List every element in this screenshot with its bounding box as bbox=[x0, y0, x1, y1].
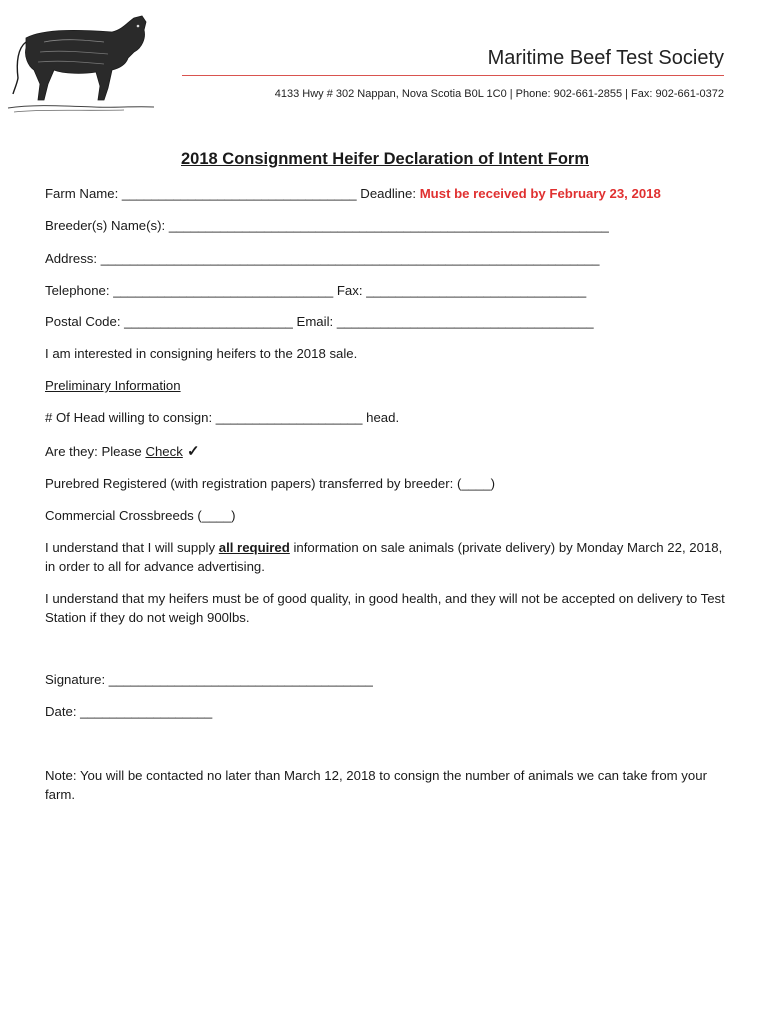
preliminary-heading: Preliminary Information bbox=[45, 378, 181, 393]
quality-statement: I understand that my heifers must be of good quality, in good health, and they will not be accepted on delivery to Test Station if they do not weigh 900lbs. bbox=[45, 591, 725, 625]
check-instruction bbox=[45, 442, 200, 460]
signature-field[interactable]: Signature: ____________________________________ bbox=[45, 672, 373, 687]
postal-email-field[interactable]: Postal Code: _______________________ Email: ___________________________________ bbox=[45, 314, 594, 329]
supply-pre: I understand that I will supply bbox=[45, 540, 219, 555]
heifer-logo-icon bbox=[4, 8, 156, 114]
address-field[interactable]: Address: ____________________________________________________________________ bbox=[45, 251, 600, 266]
farm-name-line[interactable] bbox=[45, 186, 661, 201]
check-prefix: Are they: Please bbox=[45, 444, 146, 459]
interest-statement: I am interested in consigning heifers to the 2018 sale. bbox=[45, 346, 358, 361]
form-title: 2018 Consignment Heifer Declaration of Intent Form bbox=[181, 150, 589, 168]
header-rule bbox=[182, 75, 724, 76]
check-word: Check bbox=[145, 444, 183, 459]
supply-bold: all required bbox=[218, 540, 290, 555]
deadline-text: Must be received by February 23, 2018 bbox=[419, 186, 661, 201]
date-field[interactable]: Date: __________________ bbox=[45, 704, 213, 719]
contact-info: 4133 Hwy # 302 Nappan, Nova Scotia B0L 1C0 | Phone: 902-661-2855 | Fax: 902-661-0372 bbox=[274, 88, 724, 100]
head-count-field[interactable]: # Of Head willing to consign: ____________________ head. bbox=[45, 410, 400, 425]
commercial-option[interactable]: Commercial Crossbreeds (____) bbox=[45, 508, 236, 523]
purebred-option[interactable]: Purebred Registered (with registration papers) transferred by breeder: (____) bbox=[45, 476, 496, 491]
farm-name-label: Farm Name: ________________________________ Deadline: bbox=[45, 186, 420, 201]
supply-post: information on sale animals (private delivery) by Monday March 22, 2018, in order to all for advance advertising. bbox=[45, 540, 723, 574]
supply-statement bbox=[45, 538, 727, 576]
contact-note: Note: You will be contacted no later than March 12, 2018 to consign the number of animals we can take from your farm. bbox=[45, 768, 707, 802]
breeder-name-field[interactable]: Breeder(s) Name(s): ____________________________________________________________ bbox=[45, 218, 609, 233]
telephone-fax-field[interactable]: Telephone: ______________________________ Fax: ______________________________ bbox=[45, 283, 587, 298]
checkmark-icon: ✓ bbox=[182, 443, 200, 460]
organization-name: Maritime Beef Test Society bbox=[487, 47, 724, 69]
